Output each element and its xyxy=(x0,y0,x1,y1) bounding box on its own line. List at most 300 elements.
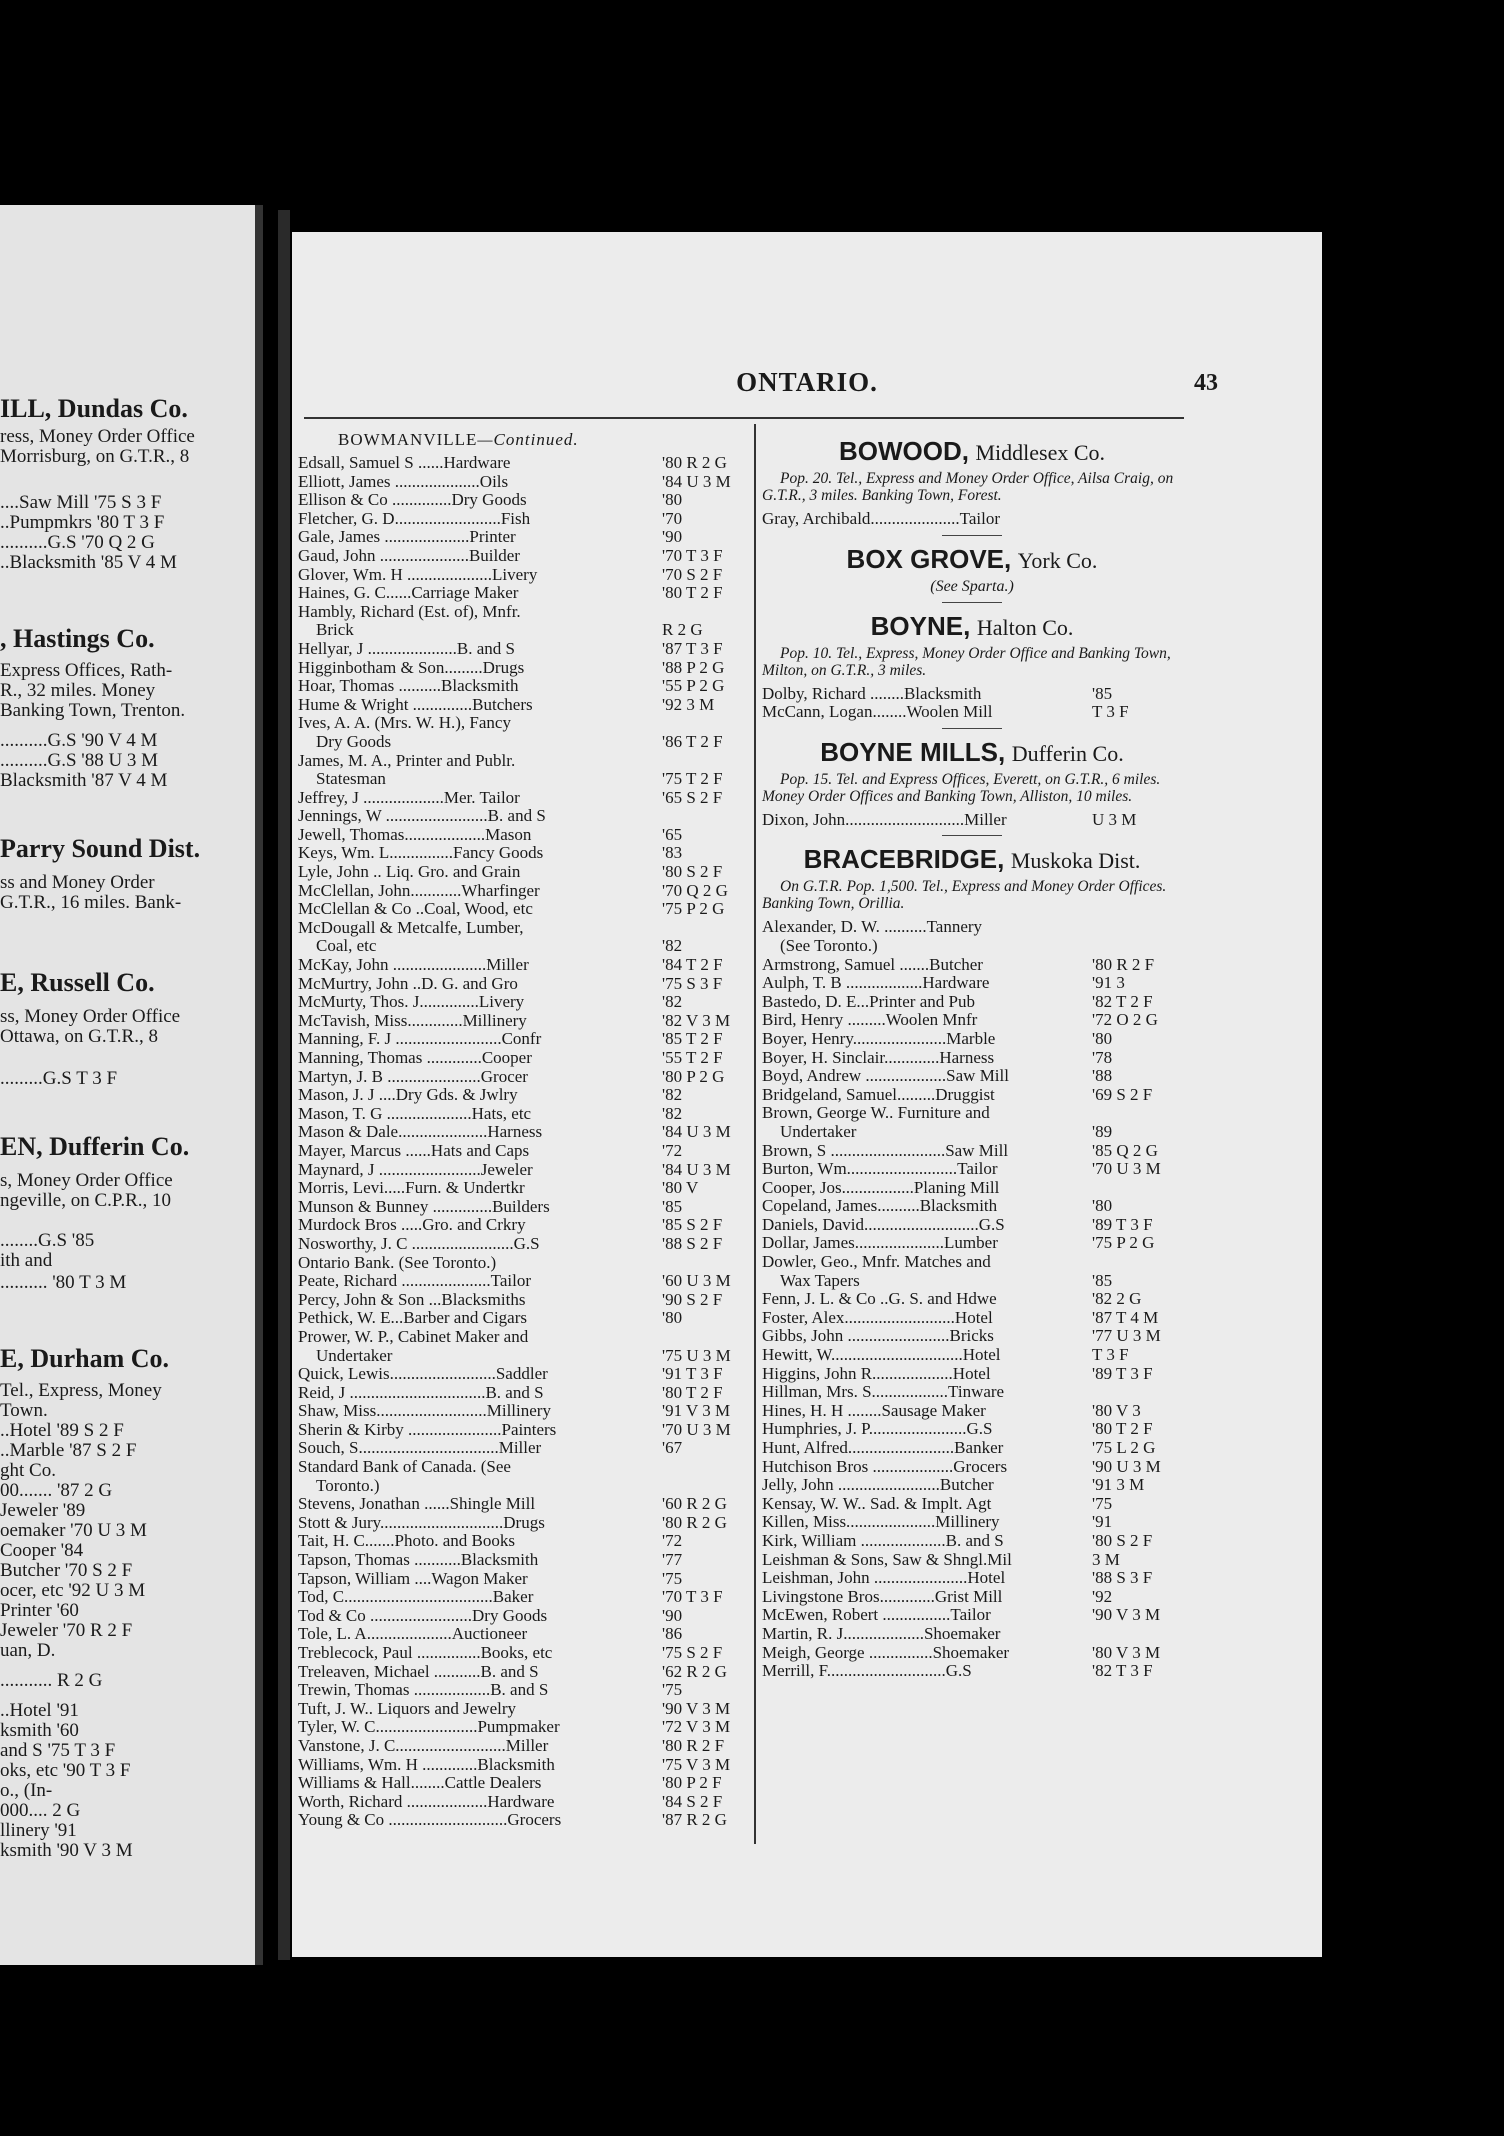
directory-entry xyxy=(298,1532,750,1551)
entry-rating xyxy=(658,1458,750,1477)
directory-entry xyxy=(298,1254,750,1273)
entry-rating xyxy=(658,1254,750,1273)
directory-entry xyxy=(298,1030,750,1049)
entry-rating: '90 S 2 F xyxy=(662,1289,723,1309)
directory-entry xyxy=(298,1086,750,1105)
directory-entry xyxy=(298,1216,750,1235)
entry-name: Fenn, J. L. & Co ..G. S. and Hdwe xyxy=(762,1290,997,1309)
directory-entry xyxy=(762,1569,1182,1588)
left-page-fragment xyxy=(0,205,263,1965)
directory-entry xyxy=(298,900,750,919)
entry-name: Souch, S.................................Miller xyxy=(298,1439,542,1458)
entry-rating: '80 P 2 G xyxy=(662,1066,725,1086)
entry-name: Hillman, Mrs. S..................Tinware xyxy=(762,1383,1005,1402)
directory-entry xyxy=(298,1644,750,1663)
left-page-line: Jeweler '70 R 2 F xyxy=(0,1620,133,1641)
entry-name: Standard Bank of Canada. (See xyxy=(298,1458,511,1477)
entry-name: Reid, J ................................B. and S xyxy=(298,1383,544,1402)
entry-name: Vanstone, J. C..........................Miller xyxy=(298,1736,549,1755)
entry-name: Stevens, Jonathan ......Shingle Mill xyxy=(298,1495,536,1514)
entry-rating: '86 T 2 F xyxy=(662,731,723,751)
entry-rating: '88 xyxy=(1092,1066,1113,1086)
left-page-line: 000.... 2 G xyxy=(0,1800,81,1821)
header-rule xyxy=(304,417,1184,419)
entry-rating: '70 Q 2 G xyxy=(662,880,728,900)
column-left xyxy=(298,430,750,1830)
entry-rating: '88 S 2 F xyxy=(662,1233,723,1253)
directory-entry xyxy=(762,1346,1182,1365)
left-page-line: Blacksmith '87 V 4 M xyxy=(0,770,168,791)
directory-entry xyxy=(298,1365,750,1384)
directory-entry xyxy=(298,677,750,696)
left-page-line: Town. xyxy=(0,1400,48,1421)
entry-name: Wax Tapers xyxy=(780,1271,860,1290)
directory-entry xyxy=(298,1123,750,1142)
entry-rating: '75 S 3 F xyxy=(662,973,723,993)
directory-entry xyxy=(762,1439,1182,1458)
left-page-line: ksmith '60 xyxy=(0,1720,79,1741)
entry-rating: '91 xyxy=(1092,1512,1113,1532)
directory-entry xyxy=(298,1179,750,1198)
entry-name: Dowler, Geo., Mnfr. Matches and xyxy=(762,1253,991,1272)
directory-entry xyxy=(762,1662,1182,1681)
entry-name: Livingstone Bros.............Grist Mill xyxy=(762,1587,1003,1606)
entry-rating: '92 3 M xyxy=(662,694,715,714)
entry-rating: '80 R 2 F xyxy=(1092,954,1155,974)
directory-entry xyxy=(298,1477,750,1496)
entry-rating: '89 xyxy=(1092,1121,1113,1141)
page xyxy=(292,232,1322,1957)
directory-entry xyxy=(762,1513,1182,1532)
entry-rating: '90 xyxy=(662,1605,683,1625)
left-page-line: s, Money Order Office xyxy=(0,1170,173,1191)
entry-rating: '83 xyxy=(662,843,683,863)
entry-rating: '77 U 3 M xyxy=(1092,1326,1161,1346)
entry-name: Williams & Hall........Cattle Dealers xyxy=(298,1774,542,1793)
entry-rating: '84 U 3 M xyxy=(662,1122,731,1142)
entry-rating: '80 V 3 xyxy=(1092,1400,1141,1420)
directory-entry xyxy=(298,844,750,863)
left-page-line: oks, etc '90 T 3 F xyxy=(0,1760,131,1781)
directory-entry xyxy=(298,1756,750,1775)
entry-rating: '75 S 2 F xyxy=(662,1643,723,1662)
directory-entry xyxy=(762,1086,1182,1105)
directory-entry xyxy=(298,640,750,659)
directory-list xyxy=(762,510,1182,529)
entry-name: Haines, G. C......Carriage Maker xyxy=(298,584,519,603)
entry-name: James, M. A., Printer and Publr. xyxy=(298,751,516,770)
left-page-line: Jeweler '89 xyxy=(0,1500,86,1521)
entry-name: Undertaker xyxy=(780,1122,857,1141)
entry-name: Toronto.) xyxy=(316,1476,380,1495)
entry-name: Jeffrey, J ...................Mer. Tailor xyxy=(298,788,520,807)
left-page-line: ..Blacksmith '85 V 4 M xyxy=(0,552,177,573)
entry-name: Hoar, Thomas ..........Blacksmith xyxy=(298,677,519,696)
directory-entry xyxy=(298,1328,750,1347)
entry-name: Bridgeland, Samuel.........Druggist xyxy=(762,1085,995,1104)
entry-name: McClellan, John............Wharfinger xyxy=(298,881,540,900)
entry-name: Gray, Archibald.....................Tailor xyxy=(762,510,1001,528)
entry-name: Ellison & Co ..............Dry Goods xyxy=(298,491,527,510)
entry-rating: '80 T 2 F xyxy=(662,1382,723,1402)
directory-entry xyxy=(298,975,750,994)
entry-rating: '87 R 2 G xyxy=(662,1810,727,1830)
directory-entry xyxy=(762,956,1182,975)
directory-entry xyxy=(298,1718,750,1737)
entry-name: Mason, J. J ....Dry Gds. & Jwlry xyxy=(298,1086,518,1105)
entry-rating: '84 U 3 M xyxy=(662,471,731,491)
entry-name: Hambly, Richard (Est. of), Mnfr. xyxy=(298,602,521,621)
directory-entry xyxy=(762,937,1182,956)
entry-rating: '87 T 3 F xyxy=(662,638,723,658)
directory-entry xyxy=(762,1495,1182,1514)
entry-name: Meigh, George ...............Shoemaker xyxy=(762,1643,1010,1662)
entry-name: Prower, W. P., Cabinet Maker and xyxy=(298,1327,529,1346)
directory-entry xyxy=(762,510,1182,529)
directory-list xyxy=(762,685,1182,722)
entry-rating: '70 U 3 M xyxy=(662,1419,731,1439)
directory-entry xyxy=(762,1476,1182,1495)
entry-name: Humphries, J. P.......................G.S xyxy=(762,1420,993,1439)
entry-rating: '80 xyxy=(662,1308,683,1328)
entry-name: Gale, James ....................Printer xyxy=(298,528,516,547)
left-page-line: Printer '60 xyxy=(0,1600,79,1621)
entry-rating: '75 P 2 G xyxy=(1092,1233,1155,1253)
entry-name: Hunt, Alfred.........................Banker xyxy=(762,1439,1004,1457)
entry-name: Tole, L. A....................Auctioneer xyxy=(298,1625,528,1644)
entry-rating: '85 xyxy=(1092,1270,1113,1290)
entry-rating: '80 V 3 M xyxy=(1092,1642,1161,1662)
entry-rating: '82 xyxy=(662,992,683,1012)
entry-name: (See Toronto.) xyxy=(780,936,878,955)
entry-name: Tapson, William ....Wagon Maker xyxy=(298,1569,528,1588)
town-info: On G.T.R. Pop. 1,500. Tel., Express and Money Order Offices. Banking Town, Orillia. xyxy=(762,878,1167,913)
entry-rating: '80 R 2 G xyxy=(662,1512,727,1532)
entry-rating xyxy=(1088,918,1182,937)
directory-entry xyxy=(298,1384,750,1403)
left-page-line: ..Hotel '91 xyxy=(0,1700,79,1721)
entry-rating: '77 xyxy=(662,1550,683,1570)
town-heading-boyne-mills: BOYNE MILLS, Dufferin Co. xyxy=(820,736,1124,767)
directory-entry xyxy=(762,1551,1182,1570)
entry-name: Hewitt, W...............................Hotel xyxy=(762,1346,1001,1365)
directory-entry xyxy=(298,454,750,473)
entry-name: Williams, Wm. H .............Blacksmith xyxy=(298,1755,555,1774)
directory-entry xyxy=(298,1235,750,1254)
entry-name: Lyle, John .. Liq. Gro. and Grain xyxy=(298,863,521,882)
directory-entry xyxy=(298,1161,750,1180)
entry-rating: '89 T 3 F xyxy=(1092,1214,1153,1234)
divider xyxy=(942,535,1002,536)
entry-name: Stott & Jury.............................Drugs xyxy=(298,1513,545,1532)
directory-entry xyxy=(298,1495,750,1514)
directory-entry xyxy=(298,733,750,752)
left-page-line: Morrisburg, on G.T.R., 8 xyxy=(0,446,190,467)
directory-entry xyxy=(762,1142,1182,1161)
directory-entry xyxy=(298,1811,750,1830)
entry-rating: '91 V 3 M xyxy=(662,1401,731,1421)
left-page-line: .......... '80 T 3 M xyxy=(0,1272,127,1293)
entry-name: Tod & Co ........................Dry Goods xyxy=(298,1606,548,1625)
entry-rating: '80 S 2 F xyxy=(662,862,723,882)
directory-entry xyxy=(298,882,750,901)
entry-rating xyxy=(658,714,750,733)
directory-entry xyxy=(298,826,750,845)
entry-rating: '85 S 2 F xyxy=(662,1215,723,1235)
directory-entry xyxy=(298,1309,750,1328)
directory-entry xyxy=(762,1234,1182,1253)
entry-rating xyxy=(1088,1625,1182,1644)
entry-rating xyxy=(658,1477,750,1496)
left-page-line: ..........G.S '70 Q 2 G xyxy=(0,532,155,553)
entry-name: Murdock Bros .....Gro. and Crkry xyxy=(298,1216,526,1235)
entry-name: Dollar, James.....................Lumber xyxy=(762,1234,998,1253)
left-page-line: ..Pumpmkrs '80 T 3 F xyxy=(0,512,165,533)
directory-entry xyxy=(762,1179,1182,1198)
entry-rating: R 2 G xyxy=(662,620,703,640)
directory-entry xyxy=(762,1458,1182,1477)
entry-rating: '72 O 2 G xyxy=(1092,1010,1158,1030)
directory-entry xyxy=(762,1644,1182,1663)
entry-rating: '75 xyxy=(662,1680,683,1700)
entry-name: Coal, etc xyxy=(316,937,377,956)
left-page-line: ocer, etc '92 U 3 M xyxy=(0,1580,146,1601)
directory-entry xyxy=(298,863,750,882)
entry-rating: '70 T 3 F xyxy=(662,545,723,565)
entry-name: Dry Goods xyxy=(316,732,392,751)
entry-rating: T 3 F xyxy=(1092,702,1129,722)
entry-name: Nosworthy, J. C ........................G.S xyxy=(298,1234,540,1253)
entry-rating: '70 U 3 M xyxy=(1092,1159,1161,1179)
entry-name: Mason & Dale.....................Harness xyxy=(298,1123,543,1142)
directory-entry xyxy=(762,1365,1182,1384)
directory-list xyxy=(298,454,750,1830)
left-page-line: and S '75 T 3 F xyxy=(0,1740,116,1761)
entry-name: Foster, Alex..........................Hotel xyxy=(762,1308,993,1327)
directory-entry xyxy=(762,974,1182,993)
left-page-line: Express Offices, Rath- xyxy=(0,660,173,681)
directory-entry xyxy=(298,1142,750,1161)
entry-rating: '80 P 2 F xyxy=(662,1773,722,1793)
entry-name: Armstrong, Samuel .......Butcher xyxy=(762,955,983,974)
directory-entry xyxy=(298,919,750,938)
left-page-line: oemaker '70 U 3 M xyxy=(0,1520,147,1541)
directory-entry xyxy=(762,1067,1182,1086)
entry-rating: '85 Q 2 G xyxy=(1092,1140,1158,1160)
entry-rating: '65 xyxy=(662,824,683,844)
entry-rating: '80 R 2 F xyxy=(662,1735,725,1755)
directory-entry xyxy=(762,1532,1182,1551)
entry-name: McDougall & Metcalfe, Lumber, xyxy=(298,918,524,937)
directory-entry xyxy=(762,1383,1182,1402)
directory-entry xyxy=(298,547,750,566)
left-page-line: ....Saw Mill '75 S 3 F xyxy=(0,492,162,513)
entry-name: Boyer, Henry......................Marble xyxy=(762,1029,996,1048)
directory-entry xyxy=(298,752,750,771)
directory-entry xyxy=(298,1068,750,1087)
directory-entry xyxy=(298,1105,750,1124)
entry-name: Shaw, Miss..........................Millinery xyxy=(298,1402,551,1421)
town-heading-bracebridge: BRACEBRIDGE, Muskoka Dist. xyxy=(803,844,1141,875)
directory-entry xyxy=(762,1104,1182,1123)
entry-name: Hume & Wright ..............Butchers xyxy=(298,695,533,714)
entry-name: Morris, Levi.....Furn. & Undertkr xyxy=(298,1179,525,1198)
left-page-line: , Hastings Co. xyxy=(0,624,155,653)
directory-entry xyxy=(298,789,750,808)
left-page-line: ght Co. xyxy=(0,1460,56,1481)
entry-name: Jewell, Thomas...................Mason xyxy=(298,825,532,844)
entry-rating: '75 L 2 G xyxy=(1092,1438,1156,1457)
entry-name: Glover, Wm. H ....................Livery xyxy=(298,565,538,584)
left-page-line: Banking Town, Trenton. xyxy=(0,700,186,721)
divider xyxy=(942,835,1002,836)
entry-rating: '89 T 3 F xyxy=(1092,1363,1153,1383)
entry-rating: '75 V 3 M xyxy=(662,1754,731,1774)
directory-entry xyxy=(298,993,750,1012)
entry-rating: '91 T 3 F xyxy=(662,1364,723,1384)
directory-entry xyxy=(298,1774,750,1793)
entry-rating: '90 V 3 M xyxy=(1092,1605,1161,1625)
directory-entry xyxy=(298,603,750,622)
directory-entry xyxy=(298,1793,750,1812)
entry-name: Dolby, Richard ........Blacksmith xyxy=(762,684,982,703)
entry-name: Hutchison Bros ...................Grocers xyxy=(762,1457,1008,1476)
entry-name: Treleaven, Michael ...........B. and S xyxy=(298,1662,539,1681)
directory-entry xyxy=(298,1700,750,1719)
left-page-line: 00....... '87 2 G xyxy=(0,1480,113,1501)
directory-entry xyxy=(298,1681,750,1700)
left-page-line: Tel., Express, Money xyxy=(0,1380,162,1401)
entry-rating: '70 xyxy=(662,508,683,528)
entry-name: Brick xyxy=(316,621,354,640)
left-page-line: .........G.S T 3 F xyxy=(0,1068,118,1089)
entry-name: Martyn, J. B ......................Grocer xyxy=(298,1067,528,1086)
left-page-line: ss, Money Order Office xyxy=(0,1006,181,1027)
book-spine xyxy=(278,210,290,1960)
entry-rating: '67 xyxy=(662,1438,683,1458)
entry-rating: 3 M xyxy=(1092,1549,1120,1569)
entry-rating: '82 T 3 F xyxy=(1092,1661,1153,1681)
entry-name: Jelly, John ........................Butcher xyxy=(762,1476,994,1495)
entry-rating: '88 P 2 G xyxy=(662,657,725,677)
entry-name: Brown, S ...........................Saw Mill xyxy=(762,1141,1009,1160)
entry-name: Tapson, Thomas ...........Blacksmith xyxy=(298,1551,539,1570)
section-heading: BOWMANVILLE—Continued. xyxy=(338,430,579,449)
entry-name: McKay, John ......................Miller xyxy=(298,956,529,975)
directory-list xyxy=(762,918,1182,1680)
directory-entry xyxy=(762,1625,1182,1644)
left-page-line: G.T.R., 16 miles. Bank- xyxy=(0,892,182,913)
entry-name: Hines, H. H ........Sausage Maker xyxy=(762,1401,986,1420)
entry-rating xyxy=(658,603,750,622)
entry-name: Worth, Richard ...................Hardware xyxy=(298,1792,555,1811)
entry-rating: '80 S 2 F xyxy=(1092,1530,1153,1550)
left-page-line: ..Marble '87 S 2 F xyxy=(0,1440,137,1461)
entry-rating: '91 3 M xyxy=(1092,1475,1145,1495)
town-heading-bowood: BOWOOD, Middlesex Co. xyxy=(838,436,1106,466)
entry-name: Fletcher, G. D.........................Fish xyxy=(298,509,531,528)
entry-rating xyxy=(1088,1179,1182,1198)
entry-name: Brown, George W.. Furniture and xyxy=(762,1104,990,1123)
town-info: Pop. 20. Tel., Express and Money Order Office, Ailsa Craig, on G.T.R., 3 miles. Banking Town, Forest. xyxy=(762,470,1174,504)
directory-entry xyxy=(762,1309,1182,1328)
directory-entry xyxy=(762,1049,1182,1068)
entry-name: Trewin, Thomas ..................B. and S xyxy=(298,1681,549,1700)
town-heading-boyne: BOYNE, Halton Co. xyxy=(870,610,1074,641)
entry-rating: '62 R 2 G xyxy=(662,1661,727,1681)
entry-rating: '75 xyxy=(662,1568,683,1588)
divider xyxy=(942,602,1002,603)
entry-name: Maynard, J ........................Jeweler xyxy=(298,1160,533,1179)
left-page-line: E, Russell Co. xyxy=(0,968,155,997)
entry-rating xyxy=(1088,1253,1182,1272)
left-page-line: R., 32 miles. Money xyxy=(0,680,156,701)
entry-name: McTavish, Miss.............Millinery xyxy=(298,1011,527,1030)
column-right xyxy=(762,430,1182,1681)
left-page-line: ress, Money Order Office xyxy=(0,426,195,447)
entry-name: Quick, Lewis.........................Saddler xyxy=(298,1365,548,1384)
entry-rating: '69 S 2 F xyxy=(1092,1084,1153,1104)
entry-rating: '84 S 2 F xyxy=(662,1791,723,1811)
directory-entry xyxy=(762,1606,1182,1625)
directory-entry xyxy=(298,510,750,529)
entry-name: Peate, Richard .....................Tailor xyxy=(298,1272,531,1291)
directory-entry xyxy=(298,937,750,956)
entry-name: Hellyar, J .....................B. and S xyxy=(298,639,515,658)
directory-entry xyxy=(762,1216,1182,1235)
left-page-line: o., (In- xyxy=(0,1780,53,1801)
left-page-line: ........G.S '85 xyxy=(0,1230,95,1251)
entry-rating: '80 xyxy=(1092,1196,1113,1216)
entry-rating: '55 T 2 F xyxy=(662,1048,723,1067)
entry-rating: '80 R 2 G xyxy=(662,453,727,472)
entry-name: Sherin & Kirby ......................Painters xyxy=(298,1420,557,1439)
entry-rating: '91 3 xyxy=(1092,973,1125,993)
directory-entry xyxy=(762,1253,1182,1272)
left-page-line: ILL, Dundas Co. xyxy=(0,394,188,423)
entry-rating xyxy=(658,1328,750,1347)
entry-name: Ives, A. A. (Mrs. W. H.), Fancy xyxy=(298,714,511,733)
town-info: Pop. 15. Tel. and Express Offices, Everett, on G.T.R., 6 miles. Money Order Offices and Banking Town, Alliston, 10 miles. xyxy=(762,770,1161,805)
entry-name: Manning, F. J .........................Confr xyxy=(298,1030,542,1049)
entry-name: Copeland, James..........Blacksmith xyxy=(762,1197,998,1216)
directory-entry xyxy=(298,696,750,715)
directory-entry xyxy=(298,1514,750,1533)
directory-entry xyxy=(298,714,750,733)
entry-rating: '75 U 3 M xyxy=(662,1345,731,1365)
entry-rating: '92 xyxy=(1092,1586,1113,1606)
directory-entry xyxy=(298,1570,750,1589)
entry-rating: '90 U 3 M xyxy=(1092,1456,1161,1476)
entry-rating: U 3 M xyxy=(1092,809,1137,829)
entry-name: Treblecock, Paul ...............Books, etc xyxy=(298,1644,553,1662)
entry-name: Percy, John & Son ...Blacksmiths xyxy=(298,1290,526,1309)
directory-entry xyxy=(762,1030,1182,1049)
entry-rating: '78 xyxy=(1092,1047,1113,1067)
entry-rating: '72 xyxy=(662,1531,683,1551)
entry-rating xyxy=(1088,1383,1182,1402)
entry-rating: '70 S 2 F xyxy=(662,564,723,584)
entry-name: Cooper, Jos.................Planing Mill xyxy=(762,1178,1000,1197)
directory-entry xyxy=(298,1421,750,1440)
directory-entry xyxy=(298,1347,750,1366)
entry-name: Killen, Miss.....................Millinery xyxy=(762,1513,1000,1532)
entry-name: Dixon, John............................Miller xyxy=(762,810,1007,829)
entry-name: Statesman xyxy=(316,770,386,789)
entry-rating xyxy=(658,919,750,938)
directory-entry xyxy=(298,1458,750,1477)
entry-rating: '85 T 2 F xyxy=(662,1029,723,1049)
